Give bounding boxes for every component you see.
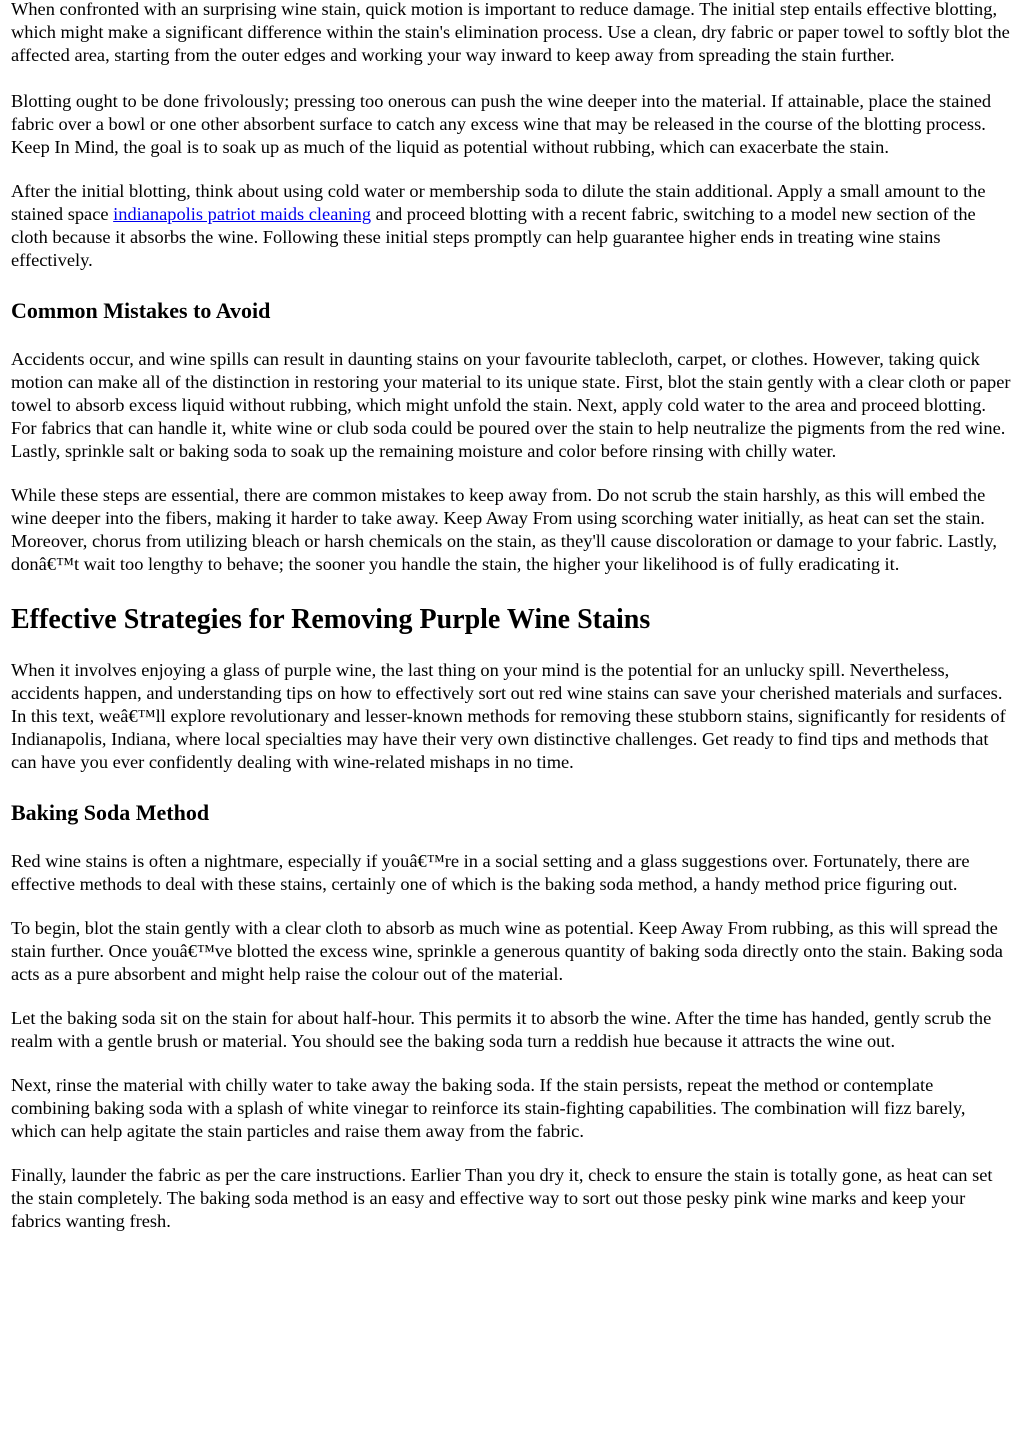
paragraph-blotting-technique: Blotting ought to be done frivolously; pressing too onerous can push the wine deeper into the material. If attainable, place the stained fabric over a bowl or one other absorbent surface to catch any excess wine that may be released in the course of the blotting process. Keep In Mind, the goal is to soak up as much of the liquid as potential without rubbing, which can exacerbate the stain. [11, 91, 992, 157]
heading-effective-strategies: Effective Strategies for Removing Purple Wine Stains [11, 604, 651, 635]
paragraph-strategies-intro: When it involves enjoying a glass of purple wine, the last thing on your mind is the potential for an unlucky spill. Nevertheless, accidents happen, and understanding tips on how to effectively sort out red wine stains can save your cherished materials and surfaces. In this text, weâ€™ll explore revolutionary and lesser-known methods for removing these stubborn stains, significantly for residents of Indianapolis, Indiana, where local specialties may have their very own distinctive challenges. Get ready to find tips and methods that can have you ever confidently dealing with wine-related mishaps in no time. [11, 660, 1006, 772]
paragraph-baking-soda-wait: Let the baking soda sit on the stain for about half-hour. This permits it to absorb the wine. After the time has handed, gently scrub the realm with a gentle brush or material. You should see the baking soda turn a reddish hue because it attracts the wine out. [11, 1008, 992, 1051]
paragraph-baking-soda-begin: To begin, blot the stain gently with a clear cloth to absorb as much wine as potential. Keep Away From rubbing, as this will spread the stain further. Once youâ€™ve blotted the excess wine, sprinkle a generous quantity of baking soda directly onto the stain. Baking soda acts as a pure absorbent and might help raise the colour out of the material. [11, 918, 1003, 984]
paragraph-text: and proceed blotting with a recent fabric, switching to a model new section of the cloth because it absorbs the wine. Following these initial steps promptly can help guarantee higher ends in treating wine stains effectively. [11, 204, 976, 270]
paragraph-baking-soda-intro: Red wine stains is often a nightmare, especially if youâ€™re in a social setting and a glass suggestions over. Fortunately, there are effective methods to deal with these stains, certainly one of which is the baking soda method, a handy method price figuring out. [11, 851, 970, 894]
paragraph-baking-soda-launder: Finally, launder the fabric as per the care instructions. Earlier Than you dry it, check to ensure the stain is totally gone, as heat can set the stain completely. The baking soda method is an easy and effective way to sort out those pesky pink wine marks and keep your fabrics wanting fresh. [11, 1165, 993, 1231]
heading-baking-soda: Baking Soda Method [11, 800, 210, 825]
paragraph-text: After the initial blotting, think about using cold water or membership soda to dilute the stain additional. Apply a small amount to the stained space [11, 181, 986, 224]
paragraph-accidents: Accidents occur, and wine spills can result in daunting stains on your favourite tablecloth, carpet, or clothes. However, taking quick motion can make all of the distinction in restoring your material to its unique state. First, blot the stain gently with a clear cloth or paper towel to absorb excess liquid without rubbing, which might unfold the stain. Next, apply cold water to the area and proceed blotting. For fabrics that can handle it, white wine or club soda could be poured over the stain to help neutralize the pigments from the red wine. Lastly, sprinkle salt or baking soda to soak up the remaining moisture and color before rinsing with chilly water. [11, 349, 1011, 461]
paragraph-baking-soda-rinse: Next, rinse the material with chilly water to take away the baking soda. If the stain persists, repeat the method or contemplate combining baking soda with a splash of white vinegar to reinforce its stain-fighting capabilities. The combination will fizz barely, which can help agitate the stain particles and raise them away from the fabric. [11, 1075, 966, 1141]
paragraph-mistakes: While these steps are essential, there are common mistakes to keep away from. Do not scrub the stain harshly, as this will embed the wine deeper into the fibers, making it harder to take away. Keep Away From using scorching water initially, as heat can set the stain. Moreover, chorus from utilizing bleach or harsh chemicals on the stain, as they'll cause discoloration or damage to your fabric. Lastly, donâ€™t wait too lengthy to behave; the sooner you handle the stain, the higher your likelihood is of fully eradicating it. [11, 485, 997, 574]
cleaning-service-link[interactable]: indianapolis patriot maids cleaning [113, 204, 372, 224]
paragraph-cold-water [11, 180, 1014, 272]
heading-common-mistakes: Common Mistakes to Avoid [11, 298, 271, 323]
paragraph-initial-blotting: When confronted with an surprising wine stain, quick motion is important to reduce damage. The initial step entails effective blotting, which might make a significant difference within the stain's elimination process. Use a clean, dry fabric or paper towel to softly blot the affected area, starting from the outer edges and working your way inward to keep away from spreading the stain further. [11, 0, 1010, 65]
